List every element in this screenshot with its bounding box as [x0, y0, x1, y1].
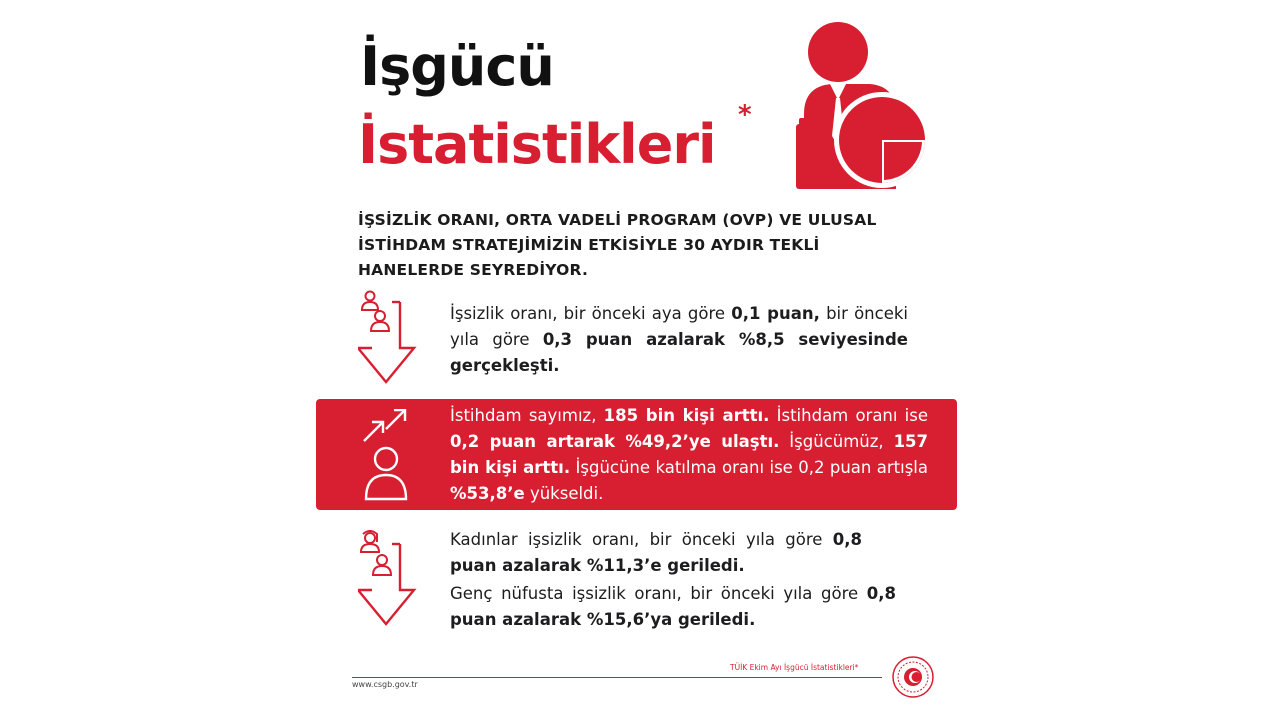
- highlight-text: 0,1 puan,: [731, 304, 820, 323]
- body-text: Kadınlar işsizlik oranı, bir önceki yıla göre: [450, 530, 833, 549]
- title-asterisk: *: [738, 100, 752, 130]
- title-line-2: İstatistikleri: [358, 113, 716, 176]
- woman-person-down-arrow-icon: [358, 530, 418, 626]
- highlight-text: 0,2 puan artarak %49,2’ye ulaştı.: [450, 432, 780, 451]
- source-note: TÜİK Ekim Ayı İşgücü İstatistikleri*: [730, 663, 859, 672]
- businessman-pie-chart-icon: [796, 14, 928, 190]
- title-line-1: İşgücü: [360, 35, 554, 98]
- item-3-text: [450, 527, 862, 579]
- person-up-arrows-icon: [360, 409, 424, 501]
- headline: İŞSİZLİK ORANI, ORTA VADELİ PROGRAM (OVP) VE ULUSAL İSTİHDAM STRATEJİMİZİN ETKİSİYLE 30 AYDIR TEKLİ HANELERDE SEYREDİYOR.: [358, 211, 877, 279]
- infographic-poster: [316, 0, 964, 720]
- item-employment-band: [316, 399, 957, 510]
- highlight-text: 0,8 puan azalarak %11,3’e geriledi.: [450, 530, 862, 575]
- website-url: www.csgb.gov.tr: [352, 680, 418, 689]
- highlight-text: 157 bin kişi arttı.: [450, 432, 929, 477]
- ministry-seal-icon: [892, 656, 934, 698]
- body-text: Genç nüfusta işsizlik oranı, bir önceki yıla göre: [450, 584, 867, 603]
- highlight-text: 0,3 puan azalarak %8,5 seviyesinde gerçekleşti.: [450, 330, 908, 375]
- body-text: yükseldi.: [524, 484, 604, 503]
- footer-divider: [352, 677, 882, 678]
- body-text: İşgücümüz,: [779, 432, 894, 451]
- highlight-text: 0,8 puan azalarak %15,6’ya geriledi.: [450, 584, 896, 629]
- item-1-text: [450, 301, 908, 379]
- highlight-text: %53,8’e: [450, 484, 525, 503]
- body-text: İşgücüne katılma oranı ise 0,2 puan artışla: [570, 458, 929, 477]
- people-down-arrow-icon: [358, 290, 418, 386]
- body-text: bir önceki yıla göre: [450, 304, 909, 349]
- body-text: İstihdam sayımız,: [450, 406, 604, 425]
- body-text: İşsizlik oranı, bir önceki aya göre: [450, 304, 732, 323]
- highlight-text: 185 bin kişi arttı.: [603, 406, 770, 425]
- body-text: İstihdam oranı ise: [769, 406, 928, 425]
- item-2-text: [450, 403, 928, 507]
- item-4-text: [450, 581, 896, 633]
